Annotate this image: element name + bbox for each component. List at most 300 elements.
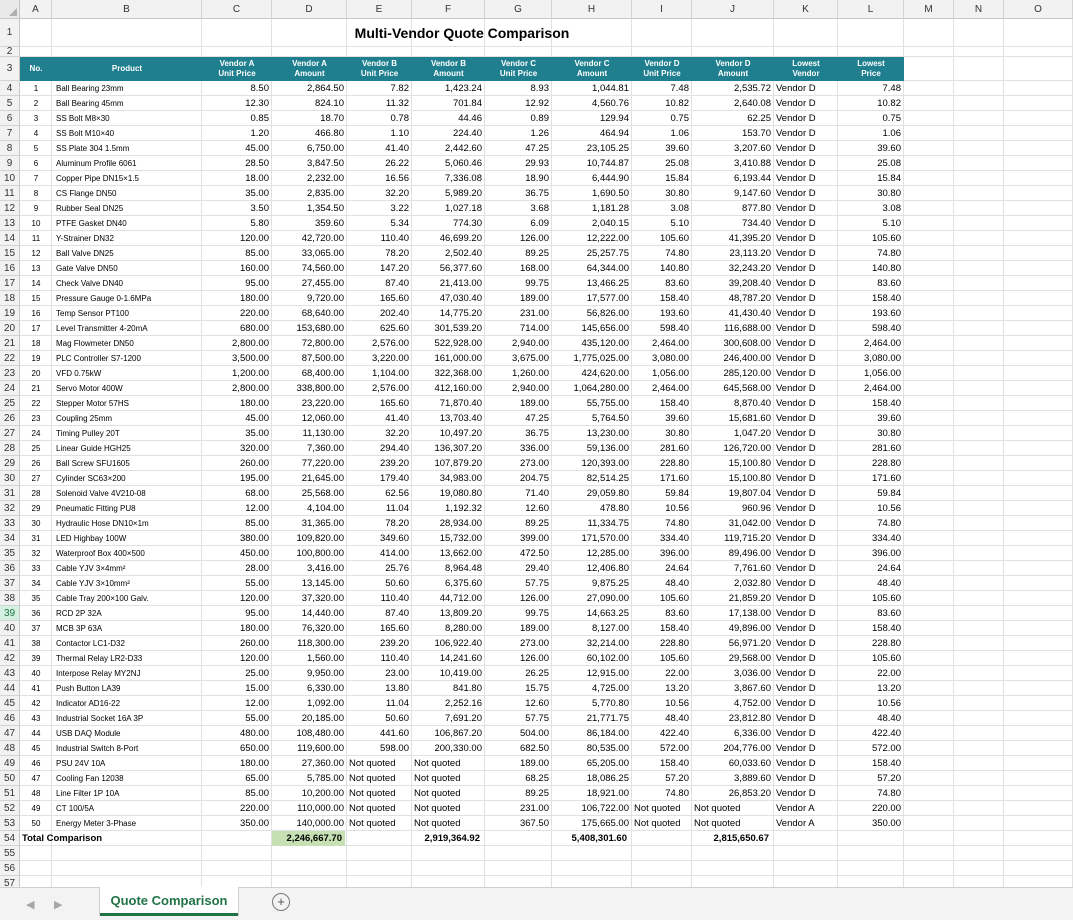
row-header-4[interactable]: 4 [0, 81, 20, 96]
table-cell[interactable]: 89.25 [525, 518, 549, 529]
table-cell[interactable]: 5,785.00 [307, 773, 344, 784]
table-cell[interactable]: 6,336.00 [734, 728, 771, 739]
table-cell[interactable]: Vendor D [776, 113, 816, 124]
row-header-54[interactable]: 54 [0, 831, 20, 846]
table-cell[interactable]: Vendor D [776, 683, 816, 694]
table-cell[interactable]: 32.20 [385, 188, 409, 199]
table-cell[interactable]: 2,835.00 [307, 188, 344, 199]
table-cell[interactable]: 2 [33, 99, 39, 108]
column-header-f[interactable]: F [412, 0, 485, 19]
table-cell[interactable]: Y-Strainer DN32 [56, 234, 114, 243]
table-cell[interactable]: 220.00 [239, 803, 269, 814]
row-header-52[interactable]: 52 [0, 801, 20, 816]
table-cell[interactable]: 55.00 [245, 713, 269, 724]
table-cell[interactable]: 39 [31, 654, 41, 663]
table-cell[interactable]: 36.75 [525, 428, 549, 439]
table-cell[interactable]: 37 [31, 624, 41, 633]
table-cell[interactable]: Vendor D [776, 323, 816, 334]
row-header-16[interactable]: 16 [0, 261, 20, 276]
table-cell[interactable]: 11.04 [385, 698, 409, 709]
table-cell[interactable]: Vendor D [776, 548, 816, 559]
row-header-12[interactable]: 12 [0, 201, 20, 216]
table-cell[interactable]: Industrial Switch 8-Port [56, 744, 139, 753]
table-cell[interactable]: 28.50 [245, 158, 269, 169]
table-cell[interactable]: 11,130.00 [302, 428, 344, 439]
total-vendor-c[interactable]: 5,408,301.60 [571, 833, 627, 844]
row-header-5[interactable]: 5 [0, 96, 20, 111]
table-cell[interactable]: 204,776.00 [723, 743, 771, 754]
table-cell[interactable]: 466.80 [314, 128, 344, 139]
table-cell[interactable]: 48.40 [665, 713, 689, 724]
row-header-36[interactable]: 36 [0, 561, 20, 576]
table-cell[interactable]: 48.40 [877, 578, 901, 589]
row-header-28[interactable]: 28 [0, 441, 20, 456]
table-cell[interactable]: 11 [31, 234, 41, 243]
table-cell[interactable]: 22.00 [877, 668, 901, 679]
row-header-29[interactable]: 29 [0, 456, 20, 471]
table-cell[interactable]: 62.56 [385, 488, 409, 499]
table-cell[interactable]: 0.75 [670, 113, 689, 124]
row-header-57[interactable]: 57 [0, 876, 20, 887]
table-cell[interactable]: 29 [31, 504, 41, 513]
table-cell[interactable]: 10,200.00 [301, 788, 344, 799]
table-cell[interactable]: 29,059.80 [586, 488, 629, 499]
table-cell[interactable]: 7.82 [390, 83, 409, 94]
table-cell[interactable]: 30 [31, 519, 41, 528]
table-cell[interactable]: 412,160.00 [434, 383, 482, 394]
table-cell[interactable]: 45 [31, 744, 41, 753]
table-cell[interactable]: CT 100/5A [56, 804, 95, 813]
table-cell[interactable]: Not quoted [349, 803, 396, 814]
table-cell[interactable]: 23,113.20 [729, 248, 771, 259]
table-cell[interactable]: 126.00 [519, 233, 549, 244]
table-cell[interactable]: 158.40 [659, 623, 689, 634]
table-cell[interactable]: 189.00 [519, 398, 549, 409]
table-cell[interactable]: Not quoted [349, 773, 396, 784]
table-cell[interactable]: 85.00 [245, 248, 269, 259]
table-cell[interactable]: 28.00 [245, 563, 269, 574]
table-cell[interactable]: Not quoted [414, 818, 461, 829]
table-cell[interactable]: Vendor D [776, 173, 816, 184]
table-cell[interactable]: 57.75 [525, 578, 549, 589]
table-cell[interactable]: 522,928.00 [434, 338, 482, 349]
table-cell[interactable]: 6,330.00 [307, 683, 344, 694]
table-cell[interactable]: 598.00 [379, 743, 409, 754]
table-cell[interactable]: 824.10 [314, 98, 344, 109]
table-cell[interactable]: 8,964.48 [445, 563, 482, 574]
table-cell[interactable]: 59.84 [665, 488, 689, 499]
table-cell[interactable]: 2,464.00 [652, 383, 689, 394]
table-cell[interactable]: 30.80 [665, 188, 689, 199]
table-cell[interactable]: 12,222.00 [586, 233, 629, 244]
table-cell[interactable]: 171.60 [871, 473, 901, 484]
row-header-23[interactable]: 23 [0, 366, 20, 381]
table-cell[interactable]: 180.00 [239, 623, 269, 634]
table-cell[interactable]: 165.60 [379, 293, 409, 304]
table-cell[interactable]: 118,300.00 [297, 638, 344, 649]
table-cell[interactable]: 960.96 [741, 503, 771, 514]
table-cell[interactable]: 12.30 [245, 98, 269, 109]
table-cell[interactable]: 15,100.80 [728, 473, 771, 484]
table-cell[interactable]: 5,060.46 [445, 158, 482, 169]
table-cell[interactable]: 18.90 [525, 173, 549, 184]
table-cell[interactable]: 87.40 [385, 278, 409, 289]
table-cell[interactable]: 0.89 [530, 113, 549, 124]
table-cell[interactable]: Coupling 25mm [56, 414, 113, 423]
table-cell[interactable]: Aluminum Profile 6061 [56, 159, 137, 168]
table-cell[interactable]: 2,502.40 [445, 248, 482, 259]
table-cell[interactable]: 598.40 [659, 323, 689, 334]
column-header-h[interactable]: H [552, 0, 632, 19]
table-cell[interactable]: 24 [31, 429, 41, 438]
table-cell[interactable]: 140.80 [871, 263, 901, 274]
chevron-right-icon[interactable]: ▶ [54, 899, 63, 911]
table-cell[interactable]: 50.60 [385, 578, 409, 589]
table-cell[interactable]: 281.60 [659, 443, 689, 454]
table-cell[interactable]: 414.00 [379, 548, 409, 559]
table-cell[interactable]: 105.60 [871, 233, 901, 244]
table-cell[interactable]: Cable YJV 3×10mm² [56, 579, 130, 588]
table-cell[interactable]: 120.00 [239, 653, 269, 664]
table-cell[interactable]: 32 [31, 549, 41, 558]
table-cell[interactable]: 3 [33, 114, 39, 123]
table-cell[interactable]: 16 [31, 309, 41, 318]
table-cell[interactable]: 171.60 [659, 473, 689, 484]
table-cell[interactable]: 76,320.00 [301, 623, 344, 634]
table-cell[interactable]: 119,600.00 [297, 743, 344, 754]
table-cell[interactable]: Push Button LA39 [56, 684, 121, 693]
table-cell[interactable]: 7,761.60 [734, 563, 771, 574]
row-header-21[interactable]: 21 [0, 336, 20, 351]
table-cell[interactable]: 320.00 [239, 443, 269, 454]
table-cell[interactable]: 572.00 [871, 743, 901, 754]
table-cell[interactable]: 3,036.00 [734, 668, 771, 679]
table-cell[interactable]: 13.20 [665, 683, 689, 694]
table-cell[interactable]: 13.80 [385, 683, 409, 694]
table-cell[interactable]: 83.60 [665, 278, 689, 289]
table-cell[interactable]: 47,030.40 [439, 293, 482, 304]
table-cell[interactable]: 65,205.00 [586, 758, 629, 769]
table-cell[interactable]: 25.08 [665, 158, 689, 169]
row-header-6[interactable]: 6 [0, 111, 20, 126]
table-cell[interactable]: Cable YJV 3×4mm² [56, 564, 126, 573]
table-cell[interactable]: 349.60 [379, 533, 409, 544]
table-cell[interactable]: 2,576.00 [372, 383, 409, 394]
table-cell[interactable]: 294.40 [379, 443, 409, 454]
plus-circle-icon[interactable]: + [272, 893, 290, 911]
row-header-48[interactable]: 48 [0, 741, 20, 756]
row-header-43[interactable]: 43 [0, 666, 20, 681]
table-cell[interactable]: 5.34 [390, 218, 409, 229]
table-cell[interactable]: 3.50 [250, 203, 269, 214]
table-cell[interactable]: 450.00 [239, 548, 269, 559]
table-cell[interactable]: 36 [31, 609, 41, 618]
table-cell[interactable]: 180.00 [239, 758, 269, 769]
table-cell[interactable]: 25.76 [385, 563, 409, 574]
table-cell[interactable]: 13,145.00 [301, 578, 344, 589]
table-cell[interactable]: Not quoted [414, 788, 461, 799]
table-cell[interactable]: 40 [31, 669, 41, 678]
table-cell[interactable]: 33,065.00 [301, 248, 344, 259]
table-cell[interactable]: 18,086.25 [586, 773, 629, 784]
table-cell[interactable]: 74.80 [877, 518, 901, 529]
table-cell[interactable]: 78.20 [385, 248, 409, 259]
table-cell[interactable]: 39.60 [665, 413, 689, 424]
table-cell[interactable]: 1,027.18 [445, 203, 482, 214]
table-cell[interactable]: 3,410.88 [734, 158, 771, 169]
table-cell[interactable]: 9 [33, 204, 39, 213]
table-cell[interactable]: 15,100.80 [728, 458, 771, 469]
column-header-o[interactable]: O [1004, 0, 1073, 19]
table-cell[interactable]: 2,940.00 [512, 383, 549, 394]
table-cell[interactable]: 1,423.24 [445, 83, 482, 94]
row-header-25[interactable]: 25 [0, 396, 20, 411]
table-cell[interactable]: 106,922.40 [434, 638, 482, 649]
table-cell[interactable]: Industrial Socket 16A 3P [56, 714, 144, 723]
table-cell[interactable]: 23,105.25 [586, 143, 629, 154]
table-cell[interactable]: 65.00 [245, 773, 269, 784]
row-header-51[interactable]: 51 [0, 786, 20, 801]
table-cell[interactable]: Pneumatic Fitting PU8 [56, 504, 136, 513]
table-cell[interactable]: 7 [33, 174, 39, 183]
table-cell[interactable]: Vendor D [776, 638, 816, 649]
table-cell[interactable]: Copper Pipe DN15×1.5 [56, 174, 139, 183]
table-cell[interactable]: 26.25 [525, 668, 549, 679]
table-cell[interactable]: 260.00 [239, 638, 269, 649]
table-cell[interactable]: 12,060.00 [301, 413, 344, 424]
table-cell[interactable]: 68.25 [525, 773, 549, 784]
table-cell[interactable]: 2,252.16 [445, 698, 482, 709]
row-header-40[interactable]: 40 [0, 621, 20, 636]
row-header-13[interactable]: 13 [0, 216, 20, 231]
table-cell[interactable]: 396.00 [871, 548, 901, 559]
table-cell[interactable]: 59,136.00 [586, 443, 629, 454]
table-cell[interactable]: 12.92 [525, 98, 549, 109]
table-cell[interactable]: Vendor D [776, 713, 816, 724]
table-cell[interactable]: Vendor D [776, 623, 816, 634]
table-cell[interactable]: 120.00 [239, 593, 269, 604]
table-cell[interactable]: 41,430.40 [728, 308, 771, 319]
total-vendor-d[interactable]: 2,815,650.67 [713, 833, 769, 844]
row-header-1[interactable]: 1 [0, 19, 20, 47]
row-header-34[interactable]: 34 [0, 531, 20, 546]
row-header-3[interactable]: 3 [0, 57, 20, 81]
table-cell[interactable]: 32,214.00 [586, 638, 629, 649]
row-header-14[interactable]: 14 [0, 231, 20, 246]
table-cell[interactable]: 50 [31, 819, 41, 828]
table-cell[interactable]: 21 [31, 384, 41, 393]
table-cell[interactable]: 30.80 [877, 428, 901, 439]
table-cell[interactable]: Vendor D [776, 413, 816, 424]
table-cell[interactable]: 60,102.00 [586, 653, 629, 664]
table-cell[interactable]: 5.10 [882, 218, 901, 229]
table-cell[interactable]: 8 [33, 189, 39, 198]
table-cell[interactable]: 598.40 [871, 323, 901, 334]
table-cell[interactable]: 9,875.25 [592, 578, 629, 589]
table-cell[interactable]: 338,800.00 [296, 383, 344, 394]
table-cell[interactable]: 8,127.00 [592, 623, 629, 634]
table-cell[interactable]: Not quoted [414, 758, 461, 769]
table-cell[interactable]: 27,455.00 [301, 278, 344, 289]
table-cell[interactable]: Not quoted [349, 788, 396, 799]
table-cell[interactable]: 47 [31, 774, 41, 783]
table-cell[interactable]: Vendor D [776, 353, 816, 364]
table-cell[interactable]: 189.00 [519, 293, 549, 304]
table-cell[interactable]: 19 [31, 354, 41, 363]
table-cell[interactable]: 35.00 [245, 188, 269, 199]
column-header-k[interactable]: K [774, 0, 838, 19]
table-cell[interactable]: 44 [31, 729, 41, 738]
table-cell[interactable]: PLC Controller S7-1200 [56, 354, 141, 363]
table-cell[interactable]: 55,755.00 [586, 398, 629, 409]
table-cell[interactable]: 19,807.04 [728, 488, 771, 499]
table-cell[interactable]: Temp Sensor PT100 [56, 309, 129, 318]
table-cell[interactable]: 0.78 [390, 113, 409, 124]
table-cell[interactable]: 9,147.60 [734, 188, 771, 199]
table-cell[interactable]: 140,000.00 [296, 818, 344, 829]
row-header-50[interactable]: 50 [0, 771, 20, 786]
table-cell[interactable]: 74.80 [665, 248, 689, 259]
table-cell[interactable]: 228.80 [659, 458, 689, 469]
column-header-n[interactable]: N [954, 0, 1004, 19]
table-cell[interactable]: 15,732.00 [439, 533, 482, 544]
table-cell[interactable]: Vendor D [776, 233, 816, 244]
table-cell[interactable]: 1.20 [250, 128, 269, 139]
table-cell[interactable]: 36.75 [525, 188, 549, 199]
table-cell[interactable]: 1,047.20 [734, 428, 771, 439]
table-cell[interactable]: 110,000.00 [297, 803, 344, 814]
table-cell[interactable]: 189.00 [519, 623, 549, 634]
table-cell[interactable]: Vendor D [776, 83, 816, 94]
row-header-11[interactable]: 11 [0, 186, 20, 201]
table-cell[interactable]: 85.00 [245, 788, 269, 799]
table-cell[interactable]: Vendor A [776, 818, 815, 829]
table-cell[interactable]: 2,864.50 [307, 83, 344, 94]
row-header-32[interactable]: 32 [0, 501, 20, 516]
table-cell[interactable]: 179.40 [379, 473, 409, 484]
table-cell[interactable]: 39,208.40 [728, 278, 771, 289]
table-cell[interactable]: 7,336.08 [445, 173, 482, 184]
table-cell[interactable]: 24.64 [877, 563, 901, 574]
table-cell[interactable]: 41.40 [385, 413, 409, 424]
table-cell[interactable]: 32,243.20 [728, 263, 771, 274]
table-cell[interactable]: 158.40 [871, 623, 901, 634]
table-cell[interactable]: Vendor D [776, 278, 816, 289]
table-cell[interactable]: Vendor D [776, 743, 816, 754]
row-header-10[interactable]: 10 [0, 171, 20, 186]
table-cell[interactable]: 12,406.80 [586, 563, 629, 574]
table-cell[interactable]: 68.00 [245, 488, 269, 499]
table-cell[interactable]: 1.26 [530, 128, 549, 139]
row-header-31[interactable]: 31 [0, 486, 20, 501]
table-cell[interactable]: 48 [31, 789, 41, 798]
table-cell[interactable]: 5,764.50 [592, 413, 629, 424]
table-cell[interactable]: 1,690.50 [592, 188, 629, 199]
table-cell[interactable]: 714.00 [519, 323, 549, 334]
table-cell[interactable]: 2,464.00 [864, 383, 901, 394]
table-cell[interactable]: 105.60 [659, 593, 689, 604]
table-cell[interactable]: 110.40 [380, 593, 409, 604]
column-header-g[interactable]: G [485, 0, 552, 19]
table-cell[interactable]: 161,000.00 [434, 353, 482, 364]
table-cell[interactable]: Vendor D [776, 728, 816, 739]
row-header-19[interactable]: 19 [0, 306, 20, 321]
table-cell[interactable]: PSU 24V 10A [56, 759, 106, 768]
table-cell[interactable]: 239.20 [379, 458, 409, 469]
table-cell[interactable]: 95.00 [245, 608, 269, 619]
table-cell[interactable]: 625.60 [379, 323, 409, 334]
table-cell[interactable]: 13 [31, 264, 41, 273]
sheet-title[interactable]: Multi-Vendor Quote Comparison [354, 25, 570, 41]
column-header-a[interactable]: A [20, 0, 52, 19]
table-cell[interactable]: 12.00 [245, 698, 269, 709]
table-cell[interactable]: 4,104.00 [307, 503, 344, 514]
table-cell[interactable]: 4 [33, 129, 39, 138]
table-cell[interactable]: 26,853.20 [728, 788, 771, 799]
table-cell[interactable]: 3,867.60 [734, 683, 771, 694]
table-cell[interactable]: 136,307.20 [434, 443, 482, 454]
row-header-15[interactable]: 15 [0, 246, 20, 261]
table-cell[interactable]: 380.00 [239, 533, 269, 544]
table-cell[interactable]: Vendor A [776, 803, 815, 814]
row-header-56[interactable]: 56 [0, 861, 20, 876]
table-cell[interactable]: Cable Tray 200×100 Galv. [56, 594, 149, 603]
table-cell[interactable]: 204.75 [519, 473, 549, 484]
table-cell[interactable]: 120,393.00 [581, 458, 629, 469]
table-cell[interactable]: 57.75 [525, 713, 549, 724]
table-cell[interactable]: 48,787.20 [728, 293, 771, 304]
table-cell[interactable]: Vendor D [776, 488, 816, 499]
row-header-47[interactable]: 47 [0, 726, 20, 741]
tab-quote-comparison[interactable]: Quote Comparison [100, 887, 238, 916]
table-cell[interactable]: Vendor D [776, 128, 816, 139]
table-cell[interactable]: Ball Bearing 45mm [56, 99, 124, 108]
table-cell[interactable]: Not quoted [634, 803, 681, 814]
table-cell[interactable]: 6 [33, 159, 39, 168]
table-cell[interactable]: 180.00 [239, 293, 269, 304]
row-header-44[interactable]: 44 [0, 681, 20, 696]
table-cell[interactable]: 15.84 [877, 173, 901, 184]
table-cell[interactable]: 83.60 [877, 608, 901, 619]
table-cell[interactable]: 9,720.00 [307, 293, 344, 304]
table-cell[interactable]: 110.40 [380, 653, 409, 664]
table-cell[interactable]: Vendor D [776, 443, 816, 454]
table-cell[interactable]: 126.00 [519, 653, 549, 664]
table-cell[interactable]: Vendor D [776, 203, 816, 214]
table-cell[interactable]: 47.25 [525, 143, 549, 154]
table-cell[interactable]: 56,971.20 [728, 638, 771, 649]
table-cell[interactable]: Vendor D [776, 308, 816, 319]
table-cell[interactable]: 10 [31, 219, 41, 228]
table-cell[interactable]: 89.25 [525, 248, 549, 259]
table-cell[interactable]: 1,104.00 [372, 368, 409, 379]
table-cell[interactable]: 140.80 [659, 263, 689, 274]
table-cell[interactable]: 3,207.60 [734, 143, 771, 154]
table-cell[interactable]: 202.40 [379, 308, 409, 319]
table-cell[interactable]: 2,232.00 [307, 173, 344, 184]
table-cell[interactable]: Vendor D [776, 158, 816, 169]
table-cell[interactable]: Rubber Seal DN25 [56, 204, 124, 213]
table-cell[interactable]: 47.25 [525, 413, 549, 424]
table-cell[interactable]: 2,800.00 [232, 338, 269, 349]
row-header-18[interactable]: 18 [0, 291, 20, 306]
table-cell[interactable]: 10.56 [665, 503, 689, 514]
table-cell[interactable]: 116,688.00 [724, 323, 771, 334]
table-cell[interactable]: Vendor D [776, 188, 816, 199]
table-cell[interactable]: 3.22 [390, 203, 409, 214]
table-cell[interactable]: 10.56 [877, 698, 901, 709]
row-header-35[interactable]: 35 [0, 546, 20, 561]
